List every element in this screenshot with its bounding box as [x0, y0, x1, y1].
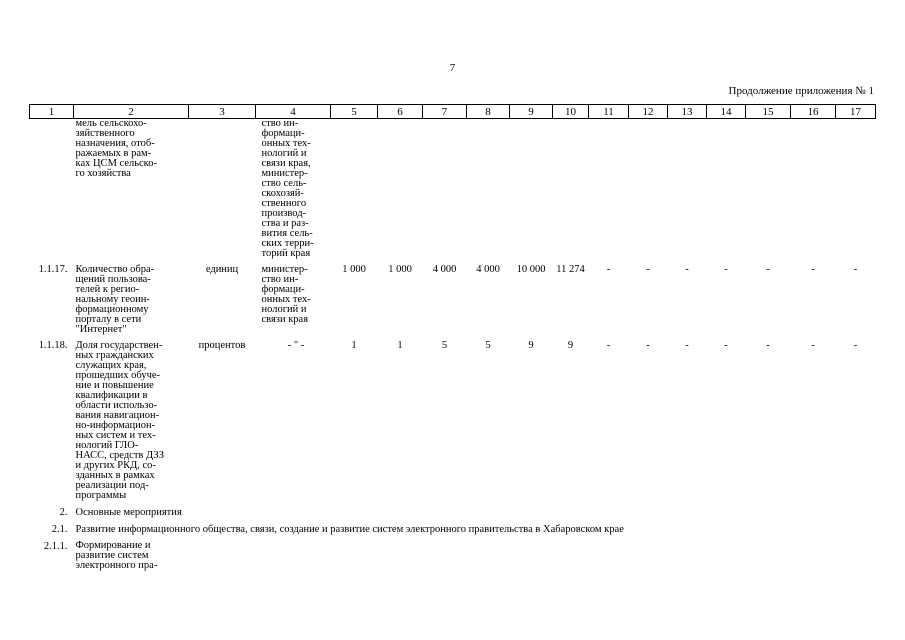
value-cell: -	[606, 264, 611, 275]
indicator-name: мель сельскохо- зяйственного назначения, отоб- ражаемых в рам- ках ЦСМ сельско- го хозяйства	[75, 118, 157, 179]
value-cell: -	[646, 340, 650, 351]
value-cell	[629, 119, 668, 260]
value-cell: 4 000	[432, 264, 457, 275]
value-cell: -	[685, 264, 689, 275]
section-number: 2.	[59, 507, 68, 518]
value-cell	[589, 119, 629, 260]
column-header: 1	[30, 105, 74, 119]
value-cell	[423, 119, 467, 260]
unit: процентов	[198, 340, 246, 351]
column-header: 7	[423, 105, 467, 119]
value-cell: 5	[441, 340, 448, 351]
section-row	[30, 501, 876, 518]
unit	[189, 119, 256, 260]
row-number: 1.1.18.	[38, 340, 68, 351]
column-header: 15	[746, 105, 791, 119]
value-cell	[553, 119, 589, 260]
table-row	[30, 119, 876, 260]
section-title: Основные мероприятия	[75, 507, 182, 518]
table-row	[30, 259, 876, 335]
indicator-name: Формирование и развитие систем электронного пра-	[75, 540, 158, 571]
column-header: 16	[791, 105, 836, 119]
value-cell: 11 274	[556, 264, 585, 275]
column-header: 2	[74, 105, 189, 119]
page-number: 7	[449, 62, 456, 74]
value-cell: -	[853, 340, 858, 351]
row-number: 1.1.17.	[38, 264, 68, 275]
column-header: 8	[467, 105, 510, 119]
column-header: 3	[189, 105, 256, 119]
value-cell: -	[685, 340, 689, 351]
column-header: 6	[378, 105, 423, 119]
column-header: 12	[629, 105, 668, 119]
value-cell	[707, 119, 746, 260]
indicators-table	[29, 104, 876, 571]
section-number: 2.1.	[51, 524, 68, 535]
column-header: 14	[707, 105, 746, 119]
value-cell: -	[853, 264, 858, 275]
value-cell: -	[766, 264, 770, 275]
value-cell: 5	[485, 340, 491, 351]
unit: единиц	[205, 264, 239, 275]
header-row	[30, 105, 876, 119]
column-header: 17	[836, 105, 876, 119]
value-cell: 1	[351, 340, 357, 351]
row-number	[30, 119, 74, 260]
section-title: Развитие информационного общества, связи, создание и развитие систем электронного правительства в Хабаровском крае	[75, 524, 624, 535]
value-cell: 1	[397, 340, 403, 351]
value-cell: -	[811, 264, 815, 275]
continuation-note: Продолжение приложения № 1	[728, 85, 874, 97]
value-cell	[331, 119, 378, 260]
section-row	[30, 518, 876, 535]
value-cell: -	[766, 340, 770, 351]
column-header: 11	[589, 105, 629, 119]
value-cell: 1 000	[342, 264, 366, 275]
value-cell: 10 000	[516, 264, 546, 275]
responsible: ство ин- формаци- онных тех- нологий и связи края, министер- ство сель- скохозяй- ственного производ- ства и раз- вития сель- ских терри- торий края	[261, 118, 314, 259]
value-cell	[836, 119, 876, 260]
value-cell: 4 000	[476, 264, 500, 275]
value-cell	[467, 119, 510, 260]
indicator-name: Доля государствен- ных гражданских служащих края, прошедших обуче- ние и повышение квалификации в области использо- вания навигацион- но-информацион- ных систем и тех- нологий ГЛО- НАСС, средств ДЗЗ и других РКД, со- зданных в рамках реализации под- программы	[75, 340, 164, 501]
column-header: 10	[553, 105, 589, 119]
column-header: 13	[668, 105, 707, 119]
row-number: 2.1.1.	[43, 541, 68, 552]
value-cell: 9	[528, 340, 534, 351]
value-cell	[510, 119, 553, 260]
responsible: - " -	[287, 340, 305, 351]
value-cell	[378, 119, 423, 260]
value-cell: -	[811, 340, 815, 351]
column-header: 4	[256, 105, 331, 119]
column-header: 5	[331, 105, 378, 119]
table-row	[30, 335, 876, 501]
value-cell	[746, 119, 791, 260]
value-cell: 9	[567, 340, 574, 351]
indicator-name: Количество обра- щений пользова- телей к регио- нальному геоин- формационному порталу в сети "Интернет"	[75, 264, 155, 335]
value-cell	[668, 119, 707, 260]
value-cell	[791, 119, 836, 260]
value-cell: -	[646, 264, 650, 275]
responsible: министер- ство ин- формаци- онных тех- нологий и связи края	[261, 264, 311, 325]
value-cell: -	[724, 264, 728, 275]
value-cell: -	[606, 340, 611, 351]
value-cell: -	[724, 340, 728, 351]
column-header: 9	[510, 105, 553, 119]
value-cell: 1 000	[388, 264, 412, 275]
table-row	[30, 535, 876, 571]
